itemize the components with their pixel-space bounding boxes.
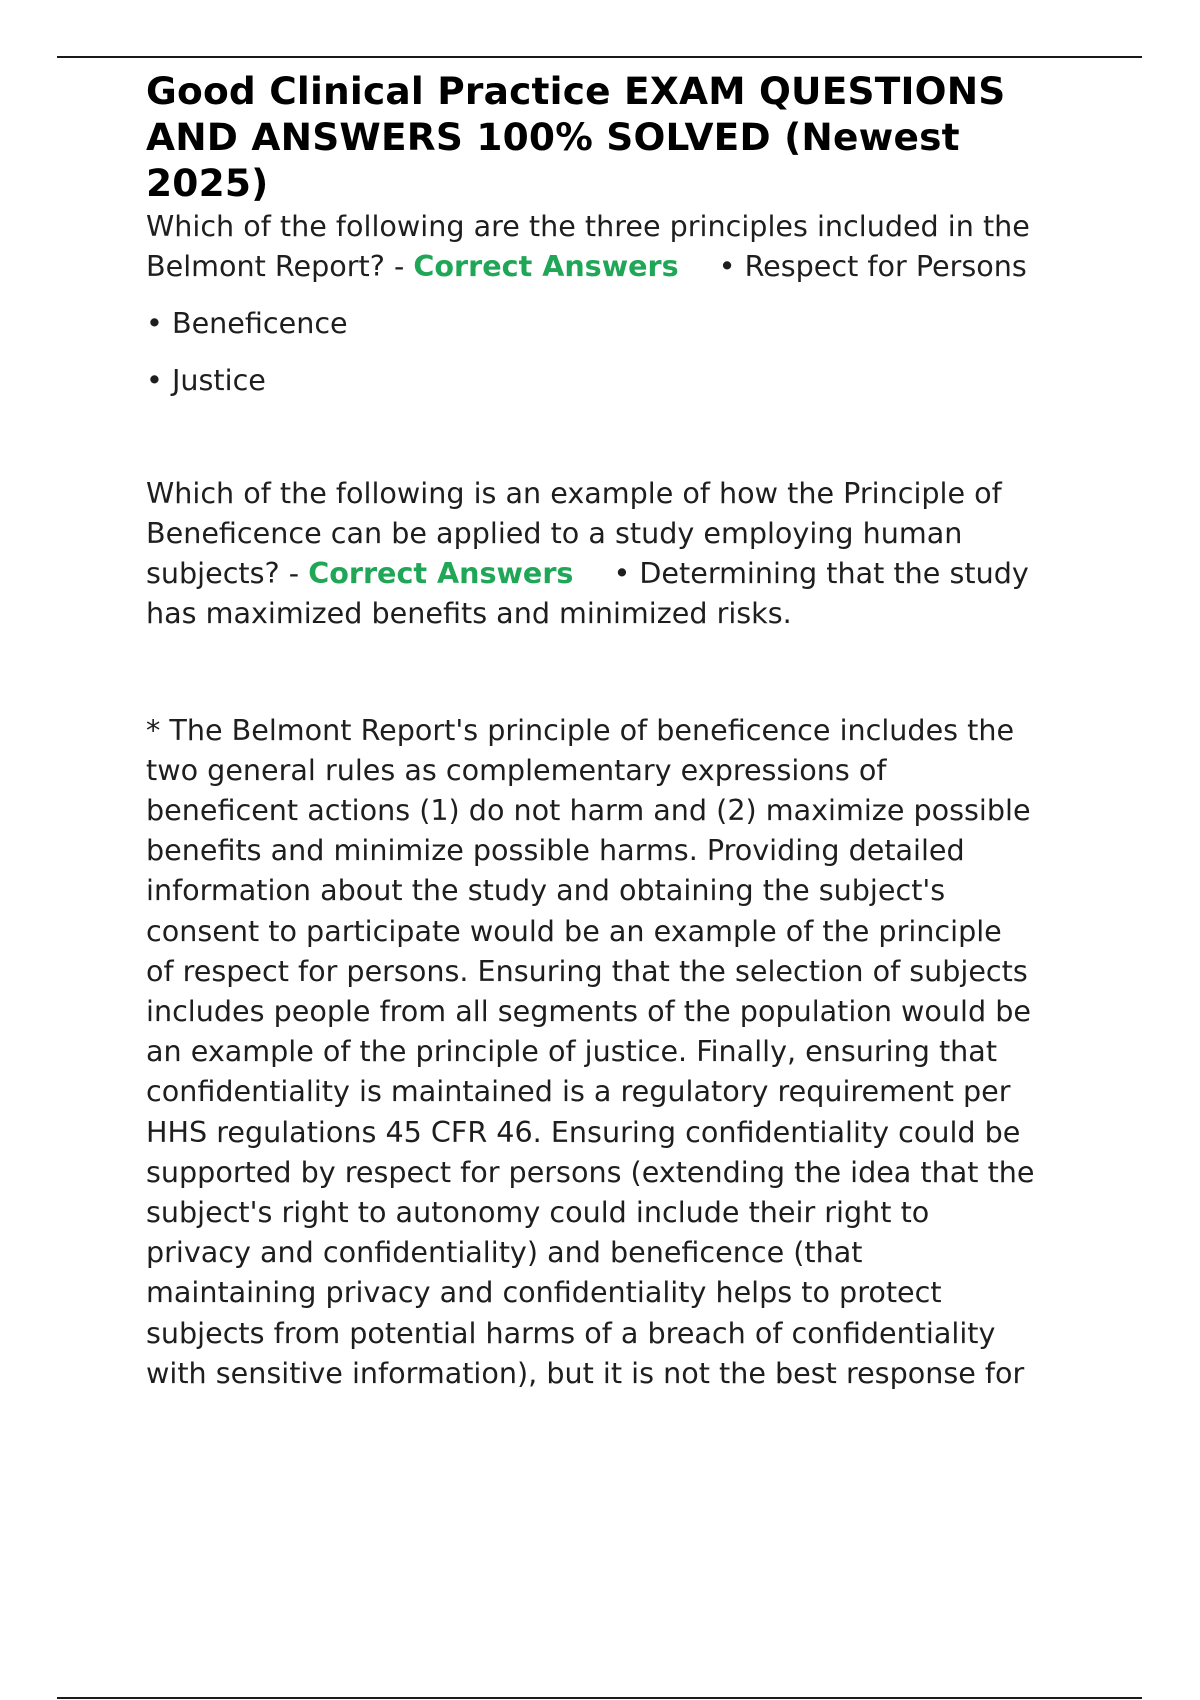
explanation-line: with sensitive information), but it is not the best response for	[146, 1355, 1025, 1390]
title-line-2: AND ANSWERS 100% SOLVED (Newest	[146, 115, 960, 159]
question-1	[146, 206, 1106, 286]
answer-2-text: • Determining that the study	[613, 556, 1029, 591]
explanation-line: subject's right to autonomy could include their right to	[146, 1195, 930, 1230]
document-title	[146, 68, 1106, 206]
explanation-line: an example of the principle of justice. Finally, ensuring that	[146, 1034, 998, 1069]
question-2-line-2: Beneficence can be applied to a study employing human	[146, 516, 963, 551]
answer-1-item-2: • Beneficence	[146, 306, 348, 341]
explanation-line: confidentiality is maintained is a regulatory requirement per	[146, 1074, 1011, 1109]
correct-answers-label: Correct Answers	[308, 556, 574, 591]
explanation-paragraph	[146, 710, 1106, 1393]
document-page	[146, 68, 1106, 1393]
correct-answers-label: Correct Answers	[413, 249, 679, 284]
question-2-line-3-text: subjects? -	[146, 556, 309, 591]
answer-2-continuation: has maximized benefits and minimized risks.	[146, 596, 792, 631]
title-line-1: Good Clinical Practice EXAM QUESTIONS	[146, 69, 1006, 113]
answer-1-item-1: • Respect for Persons	[718, 249, 1027, 284]
explanation-line: maintaining privacy and confidentiality helps to protect	[146, 1275, 942, 1310]
explanation-line: beneficent actions (1) do not harm and (2) maximize possible	[146, 793, 1031, 828]
explanation-line: supported by respect for persons (extending the idea that the	[146, 1154, 1035, 1189]
explanation-line: * The Belmont Report's principle of beneficence includes the	[146, 712, 1015, 747]
explanation-line: privacy and confidentiality) and beneficence (that	[146, 1235, 863, 1270]
answer-1-item-3: • Justice	[146, 362, 266, 397]
question-1-line-1: Which of the following are the three principles included in the	[146, 209, 1030, 243]
question-1-line-2	[146, 246, 1106, 286]
top-divider	[57, 56, 1142, 58]
explanation-line: information about the study and obtaining the subject's	[146, 873, 946, 908]
explanation-line: HHS regulations 45 CFR 46. Ensuring confidentiality could be	[146, 1114, 1021, 1149]
question-2	[146, 473, 1106, 634]
explanation-line: subjects from potential harms of a breach of confidentiality	[146, 1315, 996, 1350]
question-2-line-1: Which of the following is an example of how the Principle of	[146, 475, 1002, 510]
explanation-line: two general rules as complementary expressions of	[146, 752, 887, 787]
question-1-line-2-text: Belmont Report? -	[146, 249, 414, 284]
question-2-line-3	[146, 553, 1106, 593]
explanation-line: benefits and minimize possible harms. Providing detailed	[146, 833, 965, 868]
explanation-line: includes people from all segments of the population would be	[146, 994, 1031, 1029]
title-line-3: 2025)	[146, 161, 269, 205]
bottom-divider	[57, 1697, 1142, 1699]
explanation-line: of respect for persons. Ensuring that the selection of subjects	[146, 953, 1028, 988]
explanation-line: consent to participate would be an example of the principle	[146, 913, 1002, 948]
